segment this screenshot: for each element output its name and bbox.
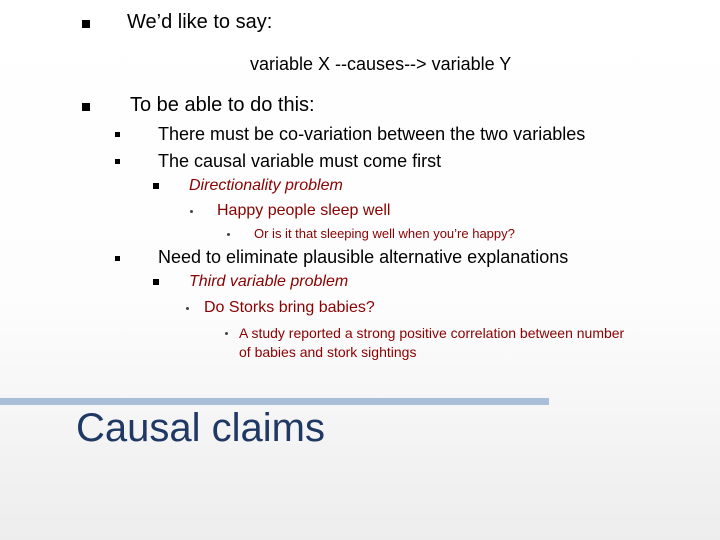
bullet-directionality: Directionality problem	[189, 177, 343, 194]
title-divider	[0, 398, 549, 405]
bullet-square-icon	[115, 256, 120, 261]
bullet-we-would-like: We’d like to say:	[127, 11, 273, 33]
bullet-third-variable: Third variable problem	[189, 273, 349, 290]
causal-statement: variable X --causes--> variable Y	[250, 54, 512, 74]
bullet-square-icon	[115, 159, 120, 164]
slide-title: Causal claims	[76, 406, 325, 450]
bullet-dot-icon	[190, 210, 193, 213]
bullet-square-icon	[153, 279, 159, 285]
bullet-dot-icon	[225, 332, 228, 335]
bullet-covariation: There must be co-variation between the two variables	[158, 124, 586, 144]
bullet-square-icon	[115, 132, 120, 137]
bullet-dot-icon	[227, 233, 230, 236]
bullet-storks: Do Storks bring babies?	[204, 299, 375, 316]
bullet-happy-people: Happy people sleep well	[217, 202, 391, 219]
bullet-study: A study reported a strong positive correlation between number of babies and stork sightings	[239, 325, 625, 360]
bullet-eliminate: Need to eliminate plausible alternative explanations	[158, 247, 569, 267]
bullet-or-is-it: Or is it that sleeping well when you’re happy?	[254, 226, 515, 241]
bullet-dot-icon	[186, 307, 189, 310]
bullet-causal-first: The causal variable must come first	[158, 151, 442, 171]
bullet-square-icon	[153, 183, 159, 189]
bullet-square-icon	[82, 103, 90, 111]
bullet-to-be-able: To be able to do this:	[130, 94, 315, 116]
bullet-square-icon	[82, 20, 90, 28]
